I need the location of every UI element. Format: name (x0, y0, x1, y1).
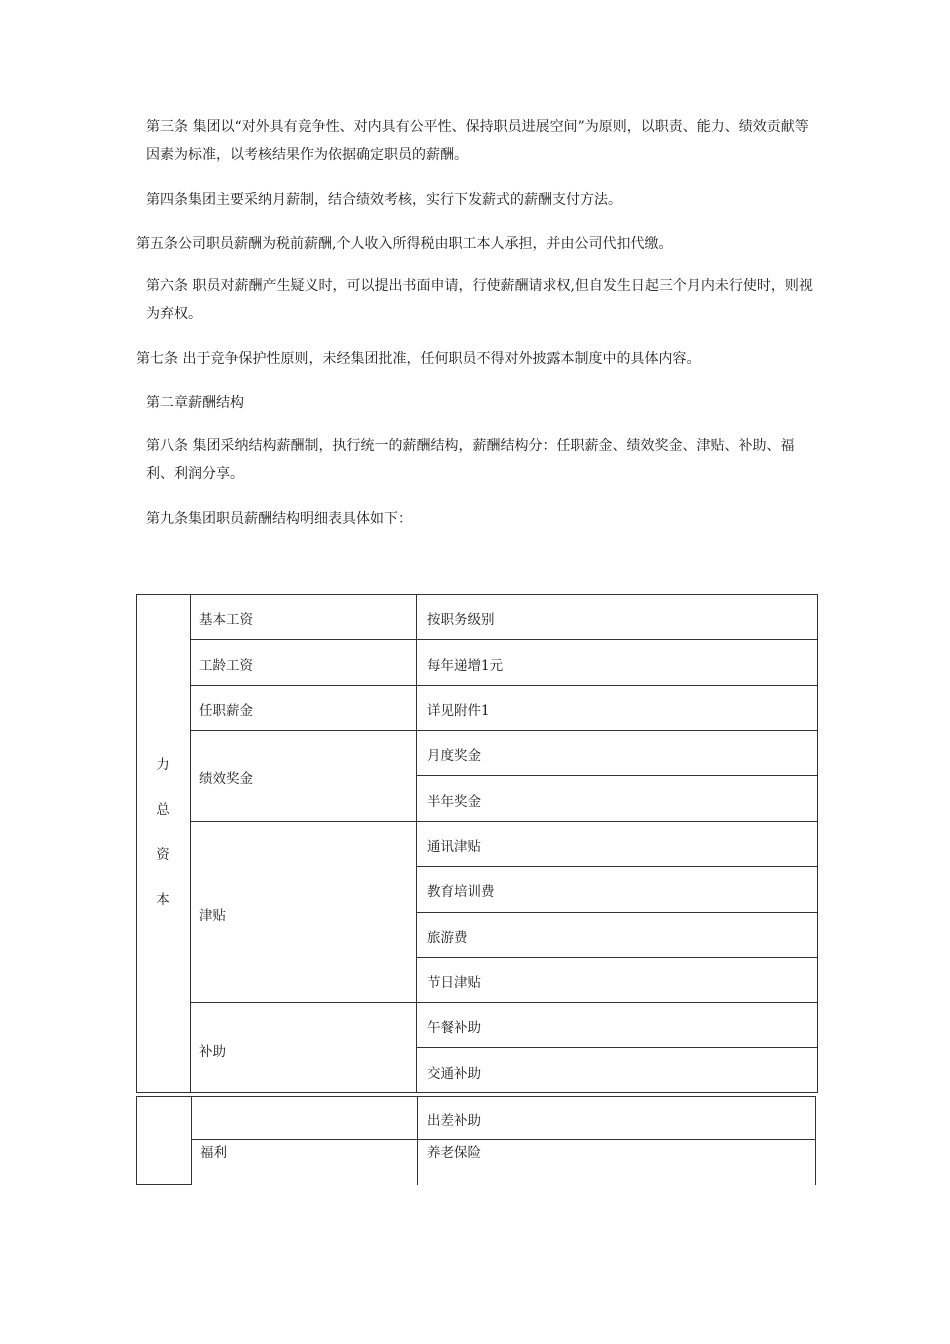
detail-base-salary: 按职务级别 (427, 612, 495, 628)
article-9: 第九条集团职员薪酬结构明细表具体如下： (146, 511, 412, 527)
article-8: 第八条 集团采纳结构薪酬制，执行统一的薪酬结构，薪酬结构分：任职薪金、绩效奖金、津贴、补助、福利、利润分享。 (146, 438, 795, 482)
detail-travel-fee: 旅游费 (427, 930, 468, 946)
article-5: 第五条公司职员薪酬为税前薪酬,个人收入所得税由职工本人承担，并由公司代扣代缴。 (136, 236, 673, 252)
category-position-salary: 任职薪金 (199, 703, 253, 719)
detail-lunch-subsidy: 午餐补助 (427, 1020, 481, 1036)
category-subsidy: 补助 (199, 1044, 226, 1060)
detail-half-year-bonus: 半年奖金 (427, 794, 481, 810)
left-label-char-3: 资 (156, 847, 170, 863)
detail-transport-subsidy: 交通补助 (427, 1066, 481, 1082)
category-performance-bonus: 绩效奖金 (199, 771, 253, 787)
detail-position-salary: 详见附件1 (427, 703, 490, 719)
category-seniority-salary: 工龄工资 (199, 658, 253, 674)
category-welfare: 福利 (200, 1145, 227, 1161)
article-4: 第四条集团主要采纳月薪制，结合绩效考核，实行下发薪式的薪酬支付方法。 (146, 192, 622, 208)
detail-seniority-salary: 每年递增1元 (427, 658, 504, 674)
left-label-char-4: 本 (156, 892, 170, 908)
detail-training-fee: 教育培训费 (427, 884, 495, 900)
detail-business-trip-subsidy: 出差补助 (427, 1113, 481, 1129)
article-6: 第六条 职员对薪酬产生疑义时，可以提出书面申请，行使薪酬请求权,但自发生日起三个月内未行使时，则视为弃权。 (146, 278, 813, 322)
chapter-2-title: 第二章薪酬结构 (146, 395, 244, 411)
detail-communication-allowance: 通讯津贴 (427, 839, 481, 855)
article-7: 第七条 出于竞争保护性原则，未经集团批准，任何职员不得对外披露本制度中的具体内容。 (136, 351, 701, 367)
detail-monthly-bonus: 月度奖金 (427, 748, 481, 764)
category-allowance: 津贴 (199, 908, 226, 924)
left-label-char-2: 总 (156, 802, 170, 818)
category-base-salary: 基本工资 (199, 612, 253, 628)
left-label-char-1: 力 (156, 757, 170, 773)
article-3: 第三条 集团以“对外具有竞争性、对内具有公平性、保持职员进展空间”为原则，以职责、能力、绩效贡献等因素为标准，以考核结果作为依据确定职员的薪酬。 (146, 119, 809, 163)
detail-pension-insurance: 养老保险 (427, 1145, 481, 1161)
detail-holiday-allowance: 节日津贴 (427, 975, 481, 991)
